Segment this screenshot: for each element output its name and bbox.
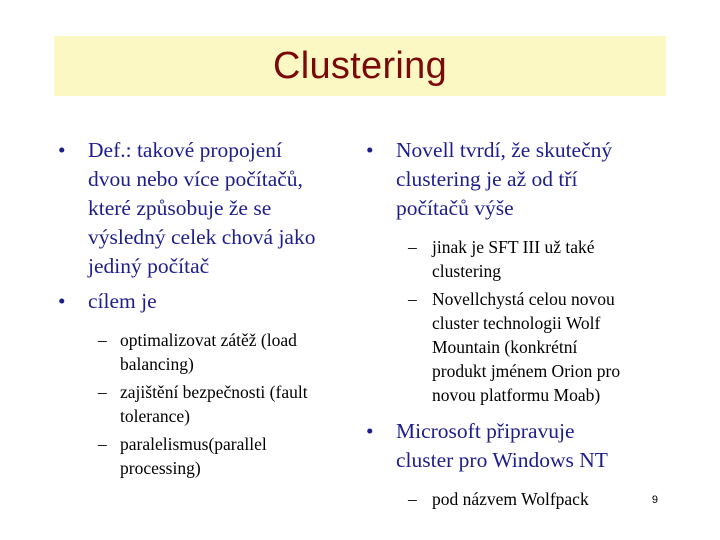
bullet-definition (56, 136, 356, 281)
bullet-line: cílem je (88, 289, 157, 313)
subitem-line: jinak je SFT III už také (432, 237, 595, 257)
subitem-line: balancing) (120, 354, 194, 374)
subitem-line: tolerance) (120, 406, 190, 426)
right-column (364, 136, 664, 521)
subitem-line: paralelismus(parallel (120, 434, 267, 454)
dash-icon: – (408, 289, 417, 309)
slide-title: Clustering (272, 44, 448, 87)
left-column (56, 136, 356, 490)
bullet-line: jediný počítač (88, 254, 210, 278)
dash-icon: – (98, 382, 107, 402)
subitem-line: Novellchystá celou novou (432, 289, 615, 309)
subitem-wolfpack (364, 487, 664, 511)
bullet-line: Def.: takové propojení (88, 138, 283, 162)
dash-icon: – (98, 434, 107, 454)
bullet-microsoft (364, 417, 664, 475)
dash-icon: – (408, 489, 417, 509)
title-band (54, 36, 666, 96)
page-number: 9 (651, 494, 658, 506)
bullet-icon: • (366, 419, 374, 443)
subitem-line: optimalizovat zátěž (load (120, 330, 297, 350)
bullet-line: dvou nebo více počítačů, (88, 167, 303, 191)
bullet-line: které způsobuje že se (88, 196, 272, 220)
subitem-line: produkt jménem Orion pro (432, 361, 621, 381)
subitem-fault-tolerance (56, 380, 356, 428)
subitem-load-balancing (56, 328, 356, 376)
bullet-icon: • (58, 289, 66, 313)
bullet-goal (56, 287, 356, 316)
bullet-icon: • (366, 138, 374, 162)
subitem-parallel-processing (56, 432, 356, 480)
bullet-line: počítačů výše (396, 196, 514, 220)
subitem-sft-iii (364, 235, 664, 283)
subitem-line: novou platformu Moab) (432, 385, 601, 405)
bullet-line: výsledný celek chová jako (88, 225, 316, 249)
subitem-line: pod názvem Wolfpack (432, 489, 589, 509)
bullet-line: Novell tvrdí, že skutečný (396, 138, 613, 162)
subitem-line: clustering (432, 261, 502, 281)
subitem-line: processing) (120, 458, 201, 478)
goal-sublist (56, 328, 356, 480)
subitem-line: cluster technologii Wolf (432, 313, 601, 333)
bullet-line: Microsoft připravuje (396, 419, 575, 443)
bullet-icon: • (58, 138, 66, 162)
bullet-novell (364, 136, 664, 223)
subitem-line: Mountain (konkrétní (432, 337, 578, 357)
microsoft-sublist (364, 487, 664, 511)
dash-icon: – (408, 237, 417, 257)
bullet-line: clustering je až od tří (396, 167, 578, 191)
subitem-line: zajištění bezpečnosti (fault (120, 382, 308, 402)
dash-icon: – (98, 330, 107, 350)
novell-sublist (364, 235, 664, 407)
bullet-line: cluster pro Windows NT (396, 448, 608, 472)
subitem-wolf-mountain (364, 287, 664, 407)
